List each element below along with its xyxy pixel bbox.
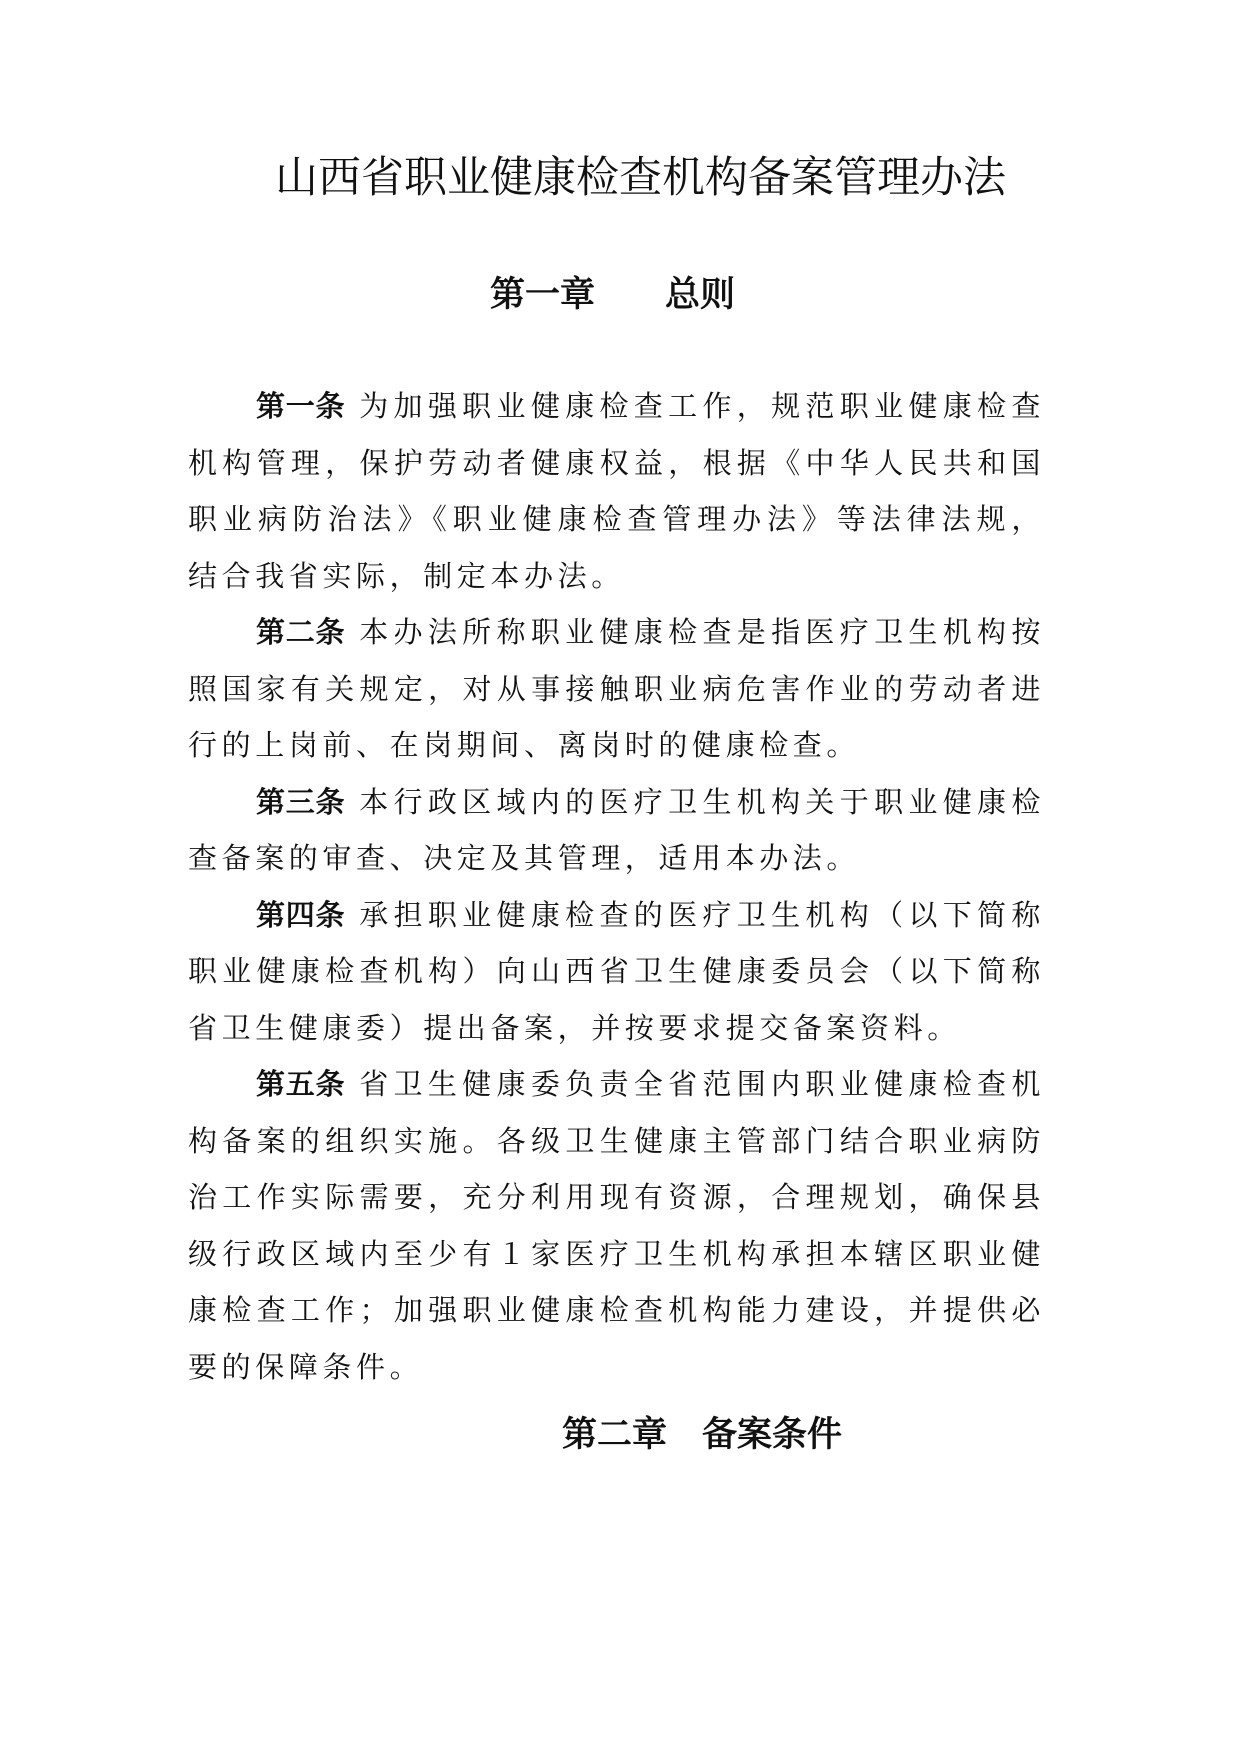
chapter-1-body [188,378,1045,1395]
article-text: 本办法所称职业健康检查是指医疗卫生机构按照国家有关规定，对从事接触职业病危害作业的劳动者进行的上岗前、在岗期间、离岗时的健康检查。 [188,615,1045,762]
article-label: 第三条 [256,784,346,819]
chapter-1-heading: 第一章 总则 [490,275,736,315]
article-5 [188,1056,1045,1395]
article-1 [188,378,1045,604]
article-label: 第四条 [256,897,346,932]
article-3 [188,774,1045,887]
document-title: 山西省职业健康检查机构备案管理办法 [275,153,1006,203]
article-label: 第二条 [256,615,346,649]
article-label: 第一条 [256,389,346,423]
article-text: 为加强职业健康检查工作，规范职业健康检查机构管理，保护劳动者健康权益，根据《中华人民共和国职业病防治法》《职业健康检查管理办法》等法律法规，结合我省实际，制定本办法。 [188,389,1045,593]
article-text: 承担职业健康检查的医疗卫生机构（以下简称职业健康检查机构）向山西省卫生健康委员会（以下简称省卫生健康委）提出备案，并按要求提交备案资料。 [188,897,1045,1045]
article-4 [188,887,1045,1057]
article-text: 本行政区域内的医疗卫生机构关于职业健康检查备案的审查、决定及其管理，适用本办法。 [188,784,1045,875]
chapter-2-heading: 第二章 备案条件 [562,1415,843,1455]
article-text: 省卫生健康委负责全省范围内职业健康检查机构备案的组织实施。各级卫生健康主管部门结合职业病防治工作实际需要，充分利用现有资源，合理规划，确保县级行政区域内至少有１家医疗卫生机构承担本辖区职业健康检查工作；加强职业健康检查机构能力建设，并提供必要的保障条件。 [188,1067,1045,1384]
article-2 [188,604,1045,774]
article-label: 第五条 [256,1067,346,1101]
